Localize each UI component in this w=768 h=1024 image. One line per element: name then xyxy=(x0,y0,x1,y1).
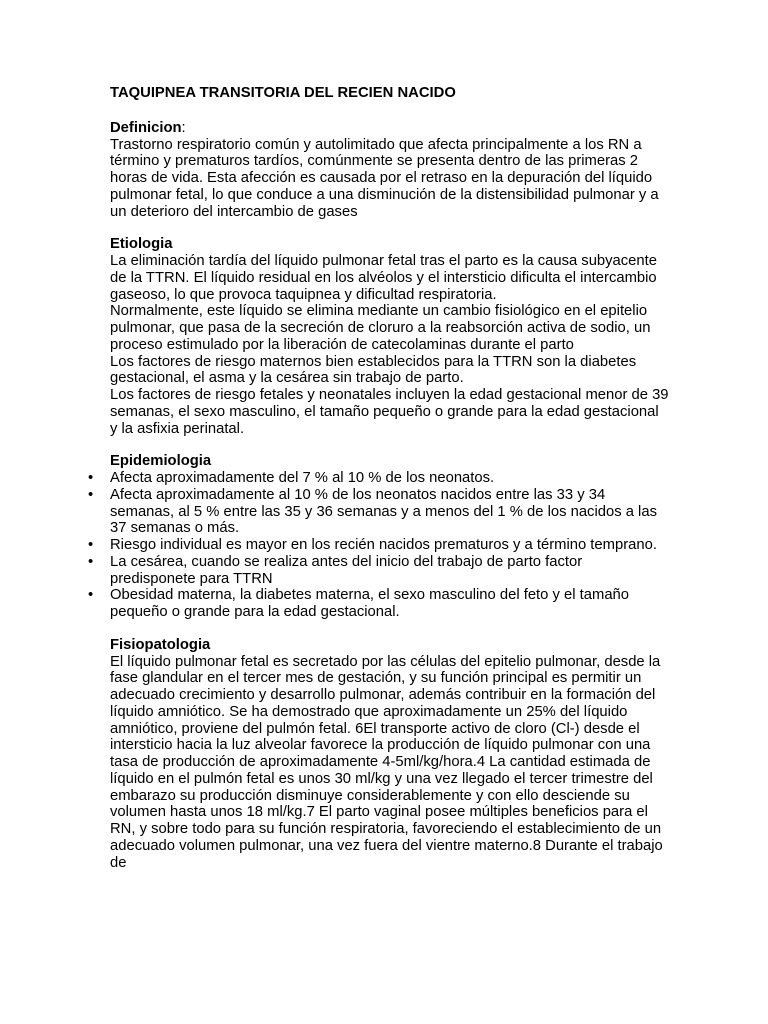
list-item-text: La cesárea, cuando se realiza antes del inicio del trabajo de parto factor predisponete para TTRN xyxy=(110,553,583,587)
definicion-text: Trastorno respiratorio común y autolimitado que afecta principalmente a los RN a término y prematuros tardíos, comúnmente se presenta dentro de las primeras 2 horas de vida. Esta afección es causada por el retraso en la depuración del líquido pulmonar fetal, lo que conduce a una disminución de la distensibilidad pulmonar y a un deterioro del intercambio de gases xyxy=(110,136,659,220)
section-fisiopatologia xyxy=(110,637,670,872)
etiologia-paragraph: Los factores de riesgo fetales y neonatales incluyen la edad gestacional menor de 39 semanas, el sexo masculino, el tamaño pequeño o grande para la edad gestacional y la asfixia perinatal. xyxy=(110,387,669,437)
bullet-marker: • xyxy=(88,486,94,503)
bullet-marker: • xyxy=(88,470,94,486)
list-item-text: Afecta aproximadamente del 7 % al 10 % de los neonatos. xyxy=(110,470,495,486)
list-item xyxy=(88,486,670,537)
heading-definicion-text: Definicion xyxy=(110,119,182,136)
section-heading-epidemiologia: Epidemiologia xyxy=(110,453,212,470)
etiologia-paragraph: Los factores de riesgo maternos bien establecidos para la TTRN son la diabetes gestacional, el asma y la cesárea sin trabajo de parto. xyxy=(110,353,637,387)
document-title: TAQUIPNEA TRANSITORIA DEL RECIEN NACIDO xyxy=(110,85,456,101)
list-item xyxy=(88,470,670,487)
document-page xyxy=(88,85,670,887)
heading-definicion-colon: : xyxy=(181,119,186,136)
section-definicion xyxy=(110,120,670,221)
list-item-text: Obesidad materna, la diabetes materna, el sexo masculino del feto y el tamaño pequeño o grande para la edad gestacional. xyxy=(110,587,630,620)
list-item xyxy=(88,553,670,588)
fisiopatologia-text: El líquido pulmonar fetal es secretado por las células del epitelio pulmonar, desde la fase glandular en el tercer mes de gestación, y su función principal es permitir un adecuado crecimiento y desarrollo pulmonar, además contribuir en la formación del líquido amniótico. Se ha demostrado que aproximadamente un 25% del líquido amniótico, proviene del pulmón fetal. 6El transporte activo de cloro (Cl-) desde el intersticio hacia la luz alveolar favorece la producción de líquido pulmonar con una tasa de producción de aproximadamente 4-5ml/kg/hora.4 La cantidad estimada de líquido en el pulmón fetal es unos 30 ml/kg y una vez llegado el tercer trimestre del embarazo su producción disminuye considerablemente y con ello desciende su volumen hasta unos 18 ml/kg.7 El parto vaginal posee múltiples beneficios para el RN, y sobre todo para su función respiratoria, favoreciendo el establecimiento de un adecuado volumen pulmonar, una vez fuera del vientre materno.8 Durante el trabajo de xyxy=(110,653,663,871)
epidemiologia-list xyxy=(88,470,670,621)
list-item-text: Afecta aproximadamente al 10 % de los neonatos nacidos entre las 33 y 34 semanas, al 5 % entre las 35 y 36 semanas y a menos del 1 % de los nacidos a las 37 semanas o más. xyxy=(110,486,657,537)
list-item-text: Riesgo individual es mayor en los recién nacidos prematuros y a término temprano. xyxy=(110,537,657,553)
bullet-marker: • xyxy=(88,537,94,553)
section-heading-etiologia: Etiologia xyxy=(110,236,173,253)
section-etiologia xyxy=(110,236,670,437)
list-item xyxy=(88,537,670,554)
bullet-marker: • xyxy=(88,587,94,604)
section-epidemiologia xyxy=(88,453,670,621)
list-item xyxy=(88,587,670,621)
etiologia-paragraph: La eliminación tardía del líquido pulmonar fetal tras el parto es la causa subyacente de la TTRN. El líquido residual en los alvéolos y el intersticio dificulta el intercambio gaseoso, lo que provoca taquipnea y dificultad respiratoria. xyxy=(110,253,657,303)
bullet-marker: • xyxy=(88,553,94,570)
etiologia-paragraph: Normalmente, este líquido se elimina mediante un cambio fisiológico en el epitelio pulmonar, que pasa de la secreción de cloruro a la reabsorción activa de sodio, un proceso estimulado por la liberación de catecolaminas durante el parto xyxy=(110,303,651,353)
section-heading-definicion xyxy=(110,120,670,137)
section-heading-fisiopatologia: Fisiopatologia xyxy=(110,636,211,653)
